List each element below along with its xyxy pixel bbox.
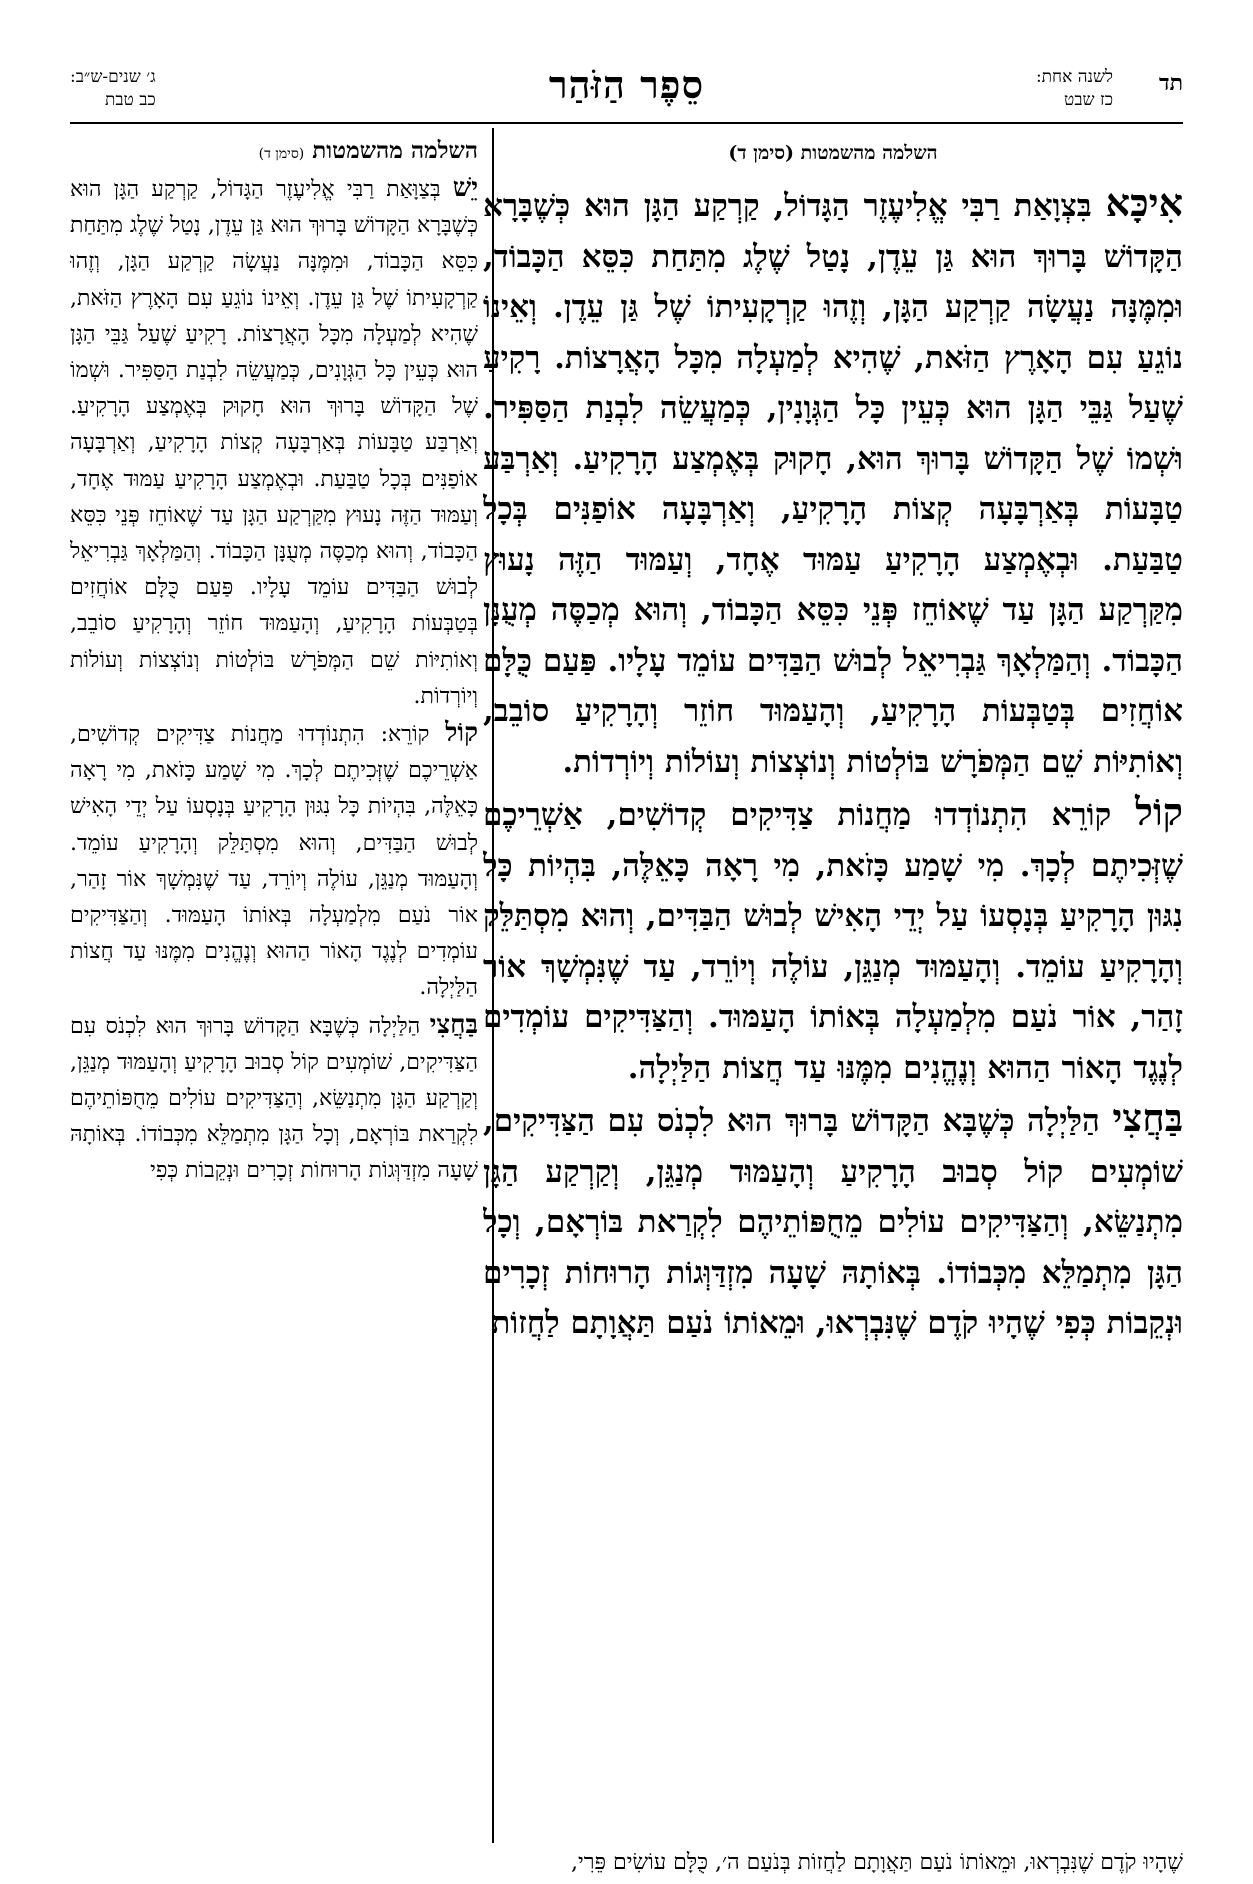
- page-header: [70, 62, 1183, 120]
- wide-p3-lead-word: בַּחֲצִי: [1112, 1095, 1183, 1140]
- wide-p2-text: קוֹרֵא הִתְנוֹדְדוּ מַחֲנוֹת צַדִּיקִים קְדוֹשִׁים, אַשְׁרֵיכֶם שֶׁזְּכִיתֶם לְכָךְ. מִי שָׁמַע כָּזֹאת, מִי רָאָה כָּאֵלֶּה, בִּהְיוֹת כָּל נִגּוּן הָרָקִיעַ בְּנָסְעוֹ עַל יְדֵי הָאִישׁ לְבוּשׁ הַבַּדִּים, וְהוּא מִסְתַּלֵּק וְהָרָקִיעַ עוֹמֵד. וְהָעַמּוּד מְנַגֵּן, עוֹלֶה וְיוֹרֵד, עַד שֶׁנִּמְשָׁךְ אוֹר זָהַר, אוֹר נֹעַם מִלְמַעְלָה בְּאוֹתוֹ הָעַמּוּד. וְהַצַּדִּיקִים עוֹמְדִים לְנֶגֶד הָאוֹר הַהוּא וְנֶהֱנִים מִמֶּנּוּ עַד חֲצוֹת הַלַּיְלָה.: [483, 797, 1183, 1086]
- wide-p1-lead-word: אִיכָּא: [1105, 180, 1183, 225]
- narrow-column-heading: [70, 134, 478, 168]
- header-left-schedule: [70, 66, 156, 112]
- narrow-column: [70, 128, 478, 1848]
- wide-column-body: [483, 178, 1183, 1349]
- narrow-paragraph-2: [70, 715, 478, 1007]
- header-divider: [70, 122, 1183, 124]
- bottom-continuation-line: שֶׁהָיוּ קֹדֶם שֶׁנִּבְרְאוּ, וּמֵאוֹתוֹ נֹעַם תַּאֲוָתָם לַחֲזוֹת בְּנֹעַם ה׳, כֻּלָּם עוֹשִׂים פֵּרִי,: [570, 1850, 1183, 1875]
- narrow-column-body: [70, 170, 478, 1190]
- narrow-p1-text: בְּצַוָּאַת רַבִּי אֱלִיעֶזֶר הַגָּדוֹל, קַרְקַע הַגָּן הוּא כְּשֶׁבָּרָא הַקָּדוֹשׁ בָּרוּךְ הוּא גַּן עֵדֶן, נָטַל שֶׁלֶג מִתַּחַת כִּסֵּא הַכָּבוֹד, וּמִמֶּנָּה נַעֲשָׂה קַרְקַע הַגָּן, וְזֶהוּ קַרְקָעִיתוֹ שֶׁל גַּן עֵדֶן. וְאֵינוֹ נוֹגֵעַ עִם הָאָרֶץ הַזֹּאת, שֶׁהִיא לְמַעְלָה מִכָּל הָאֲרָצוֹת. רָקִיעַ שֶׁעַל גַּבֵּי הַגָּן הוּא כְּעֵין כָּל הַגְּוָנִים, כְּמַעֲשֵׂה לִבְנַת הַסַּפִּיר. וּשְׁמוֹ שֶׁל הַקָּדוֹשׁ בָּרוּךְ הוּא חָקוּק בְּאֶמְצַע הָרָקִיעַ. וְאַרְבַּע טַבָּעוֹת בְּאַרְבָּעָה קְצוֹת הָרָקִיעַ, וְאַרְבָּעָה אוֹפַנִּים בְּכָל טַבַּעַת. וּבְאֶמְצַע הָרָקִיעַ עַמּוּד אֶחָד, וְעַמּוּד הַזֶּה נָעוּץ מִקַּרְקַע הַגָּן עַד שֶׁאוֹחֵז פְּנֵי כִּסֵּא הַכָּבוֹד, וְהוּא מְכַסֶּה מְעֻנָּן הַכָּבוֹד. וְהַמַּלְאָךְ גַּבְרִיאֵל לְבוּשׁ הַבַּדִּים עוֹמֵד עָלָיו. פַּעַם כֻּלָּם אוֹחֲזִים בְּטַבְּעוֹת הָרָקִיעַ, וְהָעַמּוּד חוֹזֵר וְהָרָקִיעַ סוֹבֵב, וְאוֹתִיּוֹת שֵׁם הַמְּפֹרָשׁ בּוֹלְטוֹת וְנוֹצְצוֹת וְעוֹלוֹת וְיוֹרְדוֹת.: [70, 177, 478, 709]
- wide-column: [483, 128, 1183, 1848]
- narrow-paragraph-1: [70, 170, 478, 715]
- narrow-p2-text: קוֹרֵא: הִתְנוֹדְדוּ מַחֲנוֹת צַדִּיקִים קְדוֹשִׁים, אַשְׁרֵיכֶם שֶׁזְּכִיתֶם לְכָךְ. מִי שָׁמַע כָּזֹאת, מִי רָאָה כָּאֵלֶּה, בִּהְיוֹת כָּל נִגּוּן הָרָקִיעַ בְּנָסְעוֹ עַל יְדֵי הָאִישׁ לְבוּשׁ הַבַּדִּים, וְהוּא מִסְתַּלֵּק וְהָרָקִיעַ עוֹמֵד. וְהָעַמּוּד מְנַגֵּן, עוֹלֶה וְיוֹרֵד, עַד שֶׁנִּמְשָׁךְ אוֹר זָהַר, אוֹר נֹעַם מִלְמַעְלָה בְּאוֹתוֹ הָעַמּוּד. וְהַצַּדִּיקִים עוֹמְדִים לְנֶגֶד הָאוֹר הַהוּא וְנֶהֱנִים מִמֶּנּוּ עַד חֲצוֹת הַלַּיְלָה.: [70, 722, 478, 1001]
- wide-p2-lead-word: קוֹל: [1135, 789, 1183, 834]
- header-left-line2: כב טבת: [105, 90, 156, 110]
- wide-paragraph-3: [483, 1093, 1183, 1349]
- column-divider: [492, 128, 494, 1843]
- narrow-p1-lead-word: יֵשׁ: [452, 173, 478, 203]
- narrow-heading-tag: (סימן ד): [258, 146, 305, 162]
- wide-paragraph-2: [483, 787, 1183, 1093]
- wide-paragraph-1: [483, 178, 1183, 787]
- wide-column-heading: השלמה מהשמטות (סימן ד): [728, 142, 938, 164]
- wide-p1-text: בִּצְוָאַת רַבִּי אֱלִיעֶזֶר הַגָּדוֹל, קַרְקַע הַגָּן הוּא כְּשֶׁבָּרָא הַקָּדוֹשׁ בָּרוּךְ הוּא גַּן עֵדֶן, נָטַל שֶׁלֶג מִתַּחַת כִּסֵּא הַכָּבוֹד, וּמִמֶּנָּה נַעֲשָׂה קַרְקַע הַגָּן, וְזֶהוּ קַרְקָעִיתוֹ שֶׁל גַּן עֵדֶן. וְאֵינוֹ נוֹגֵעַ עִם הָאָרֶץ הַזֹּאת, שֶׁהִיא לְמַעְלָה מִכָּל הָאֲרָצוֹת. רָקִיעַ שֶׁעַל גַּבֵּי הַגָּן הוּא כְּעֵין כָּל הַגְּוָנִין, כְּמַעֲשֵׂה לִבְנַת הַסַּפִּיר. וּשְׁמוֹ שֶׁל הַקָּדוֹשׁ בָּרוּךְ הוּא, חָקוּק בְּאֶמְצַע הָרָקִיעַ. וְאַרְבַּע טַבָּעוֹת בְּאַרְבָּעָה קְצוֹת הָרָקִיעַ, וְאַרְבָּעָה אוֹפַנִּים בְּכָל טַבַּעַת. וּבְאֶמְצַע הָרָקִיעַ עַמּוּד אֶחָד, וְעַמּוּד הַזֶּה נָעוּץ מִקַּרְקַע הַגָּן עַד שֶׁאוֹחֵז פְּנֵי כִּסֵּא הַכָּבוֹד, וְהוּא מְכַסֶּה מְעֻנָּן הַכָּבוֹד. וְהַמַּלְאָךְ גַּבְרִיאֵל לְבוּשׁ הַבַּדִּים עוֹמֵד עָלָיו. פַּעַם כֻּלָּם אוֹחֲזִים בְּטַבְּעוֹת הָרָקִיעַ, וְהָעַמּוּד חוֹזֵר וְהָרָקִיעַ סוֹבֵב, וְאוֹתִיּוֹת שֵׁם הַמְּפֹרָשׁ בּוֹלְטוֹת וְנוֹצְצוֹת וְעוֹלוֹת וְיוֹרְדוֹת.: [483, 188, 1183, 780]
- book-title: סֵפֶר הַזֹּהַר: [548, 62, 705, 107]
- wide-p3-text: הַלַּיְלָה כְּשֶׁבָּא הַקָּדוֹשׁ בָּרוּךְ הוּא לִכְנֹס עִם הַצַּדִּיקִים, שׁוֹמְעִים קוֹל סְבוּב הָרָקִיעַ וְהָעַמּוּד מְנַגֵּן, וְקַרְקַע הַגָּן מִתְנַשֵּׂא, וְהַצַּדִּיקִים עוֹלִים מֵחֻפּוֹתֵיהֶם לִקְרַאת בּוֹרְאָם, וְכָל הַגָּן מִתְמַלֵּא מִכְּבוֹדוֹ. בְּאוֹתָהּ שָׁעָה מִזְדַּוְּגוֹת הָרוּחוֹת זְכָרִים וּנְקֵבוֹת כְּפִי שֶׁהָיוּ קֹדֶם שֶׁנִּבְרְאוּ, וּמֵאוֹתוֹ נֹעַם תַּאֲוָתָם לַחֲזוֹת: [483, 1103, 1183, 1341]
- header-left-line1: ג׳ שנים-ש״ב:: [70, 67, 156, 87]
- narrow-p2-lead-word: קוֹל: [445, 718, 478, 749]
- narrow-paragraph-3: [70, 1007, 478, 1190]
- header-right-line1: לשנה אחת:: [1035, 67, 1113, 87]
- page-number: תד: [1159, 70, 1183, 96]
- header-right-line2: כז שבט: [1064, 90, 1113, 110]
- narrow-p3-lead-word: בַּחֲצִי: [429, 1009, 478, 1040]
- narrow-p3-text: הַלַּיְלָה כְּשֶׁבָּא הַקָּדוֹשׁ בָּרוּךְ הוּא לִכְנֹס עִם הַצַּדִּיקִים, שׁוֹמְעִים קוֹל סְבוּב הָרָקִיעַ וְהָעַמּוּד מְנַגֵּן, וְקַרְקַע הַגָּן מִתְנַשֵּׂא, וְהַצַּדִּיקִים עוֹלִים מֵחֻפּוֹתֵיהֶם לִקְרַאת בּוֹרְאָם, וְכָל הַגָּן מִתְמַלֵּא מִכְּבוֹדוֹ. בְּאוֹתָהּ שָׁעָה מִזְדַּוְּגוֹת הָרוּחוֹת זְכָרִים וּנְקֵבוֹת כְּפִי: [70, 1013, 478, 1184]
- narrow-heading-text: השלמה מהשמטות: [312, 137, 478, 164]
